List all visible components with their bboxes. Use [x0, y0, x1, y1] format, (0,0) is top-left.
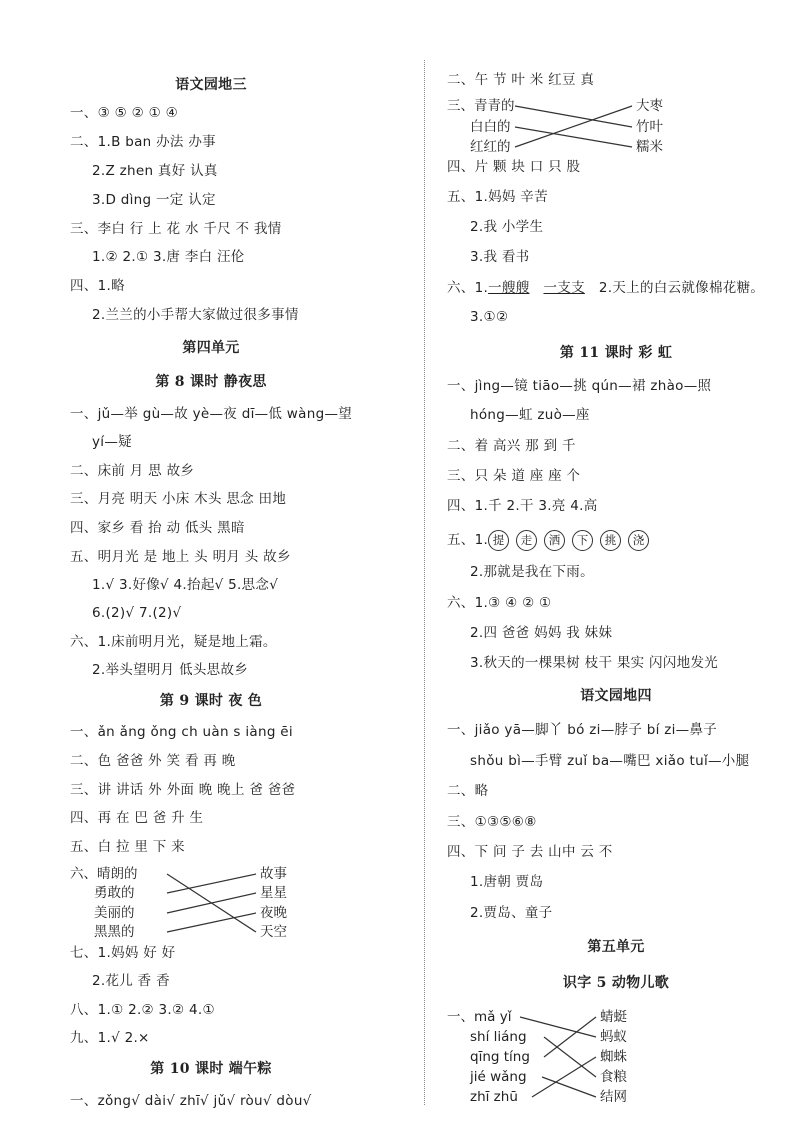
match-right-item: 大枣 [636, 98, 663, 114]
answer-line: 五、明月光 是 地上 头 明月 头 故乡 [70, 549, 291, 565]
lesson-title: 第 9 课时 夜 色 [159, 693, 263, 709]
answer-line: 四、下 问 子 去 山中 云 不 [447, 844, 613, 860]
match-right-item: 天空 [260, 924, 287, 940]
section-title: 语文园地三 [175, 77, 247, 93]
match-line [167, 874, 256, 893]
answer-line: yí—疑 [92, 434, 132, 450]
match-right-item: 蚂蚁 [600, 1029, 627, 1045]
lesson-title: 第 10 课时 端午粽 [150, 1061, 272, 1077]
match-left-item: 三、青青的 [447, 98, 515, 114]
match-left-item: 黑黑的 [94, 924, 135, 940]
match-left-item: qīng tíng [470, 1049, 530, 1065]
answer-prefix: 五、1. [447, 532, 489, 548]
section-title: 语文园地四 [580, 688, 652, 704]
answer-line: 2.那就是我在下雨。 [470, 564, 594, 580]
answer-line: 2.Z zhen 真好 认真 [92, 163, 218, 179]
match-left-item: zhī zhū [470, 1089, 518, 1105]
underlined-answer: 一艘艘 [488, 280, 530, 296]
match-right-item: 食粮 [600, 1069, 627, 1085]
match-right-item: 星星 [260, 885, 287, 901]
match-right-item: 蜘蛛 [600, 1049, 627, 1065]
answer-line: 一、③ ⑤ ② ① ④ [70, 105, 178, 121]
answer-prefix: 六、1. [447, 280, 489, 296]
answer-line: 三、月亮 明天 小床 木头 思念 田地 [70, 491, 287, 507]
answer-line: 3.秋天的一棵果树 枝干 果实 闪闪地发光 [470, 655, 719, 671]
circled-char: 浇 [628, 530, 649, 551]
match-right-item: 糯米 [636, 139, 663, 155]
lesson-title: 第 11 课时 彩 虹 [559, 345, 673, 361]
answer-line: 1.② 2.① 3.唐 李白 汪伦 [92, 249, 245, 265]
answer-line: 1.√ 3.好像√ 4.抬起√ 5.思念√ [92, 577, 279, 593]
match-left-item: 六、晴朗的 [70, 866, 138, 882]
answer-line: 五、1.妈妈 辛苦 [447, 189, 548, 205]
answer-line: 四、1.略 [70, 278, 125, 294]
answer-line: 五、白 拉 里 下 来 [70, 839, 185, 855]
answer-line: hóng—虹 zuò—座 [470, 407, 590, 423]
answer-line: 四、再 在 巴 爸 升 生 [70, 810, 204, 826]
lesson-title: 第 8 课时 静夜思 [155, 374, 267, 390]
answer-line: 二、1.B ban 办法 办事 [70, 134, 216, 150]
answer-line: 七、1.妈妈 好 好 [70, 945, 176, 961]
answer-text: 2.天上的白云就像棉花糖。 [598, 280, 765, 296]
answer-line: 6.(2)√ 7.(2)√ [92, 605, 182, 621]
answer-line: 一、ǎn ǎng ǒng ch uàn s iàng ēi [70, 724, 293, 740]
answer-line: 九、1.√ 2.× [70, 1030, 150, 1046]
answer-line: 一、jìng—镜 tiāo—挑 qún—裙 zhào—照 [447, 378, 712, 394]
answer-line: 六、1.③ ④ ② ① [447, 595, 552, 611]
underlined-answer: 一支支 [543, 280, 585, 296]
match-left-item: 勇敢的 [94, 885, 135, 901]
answer-line: 3.①② [470, 309, 509, 325]
match-left-item: 白白的 [470, 119, 511, 135]
match-right-item: 蜻蜓 [600, 1009, 627, 1025]
answer-line: 三、李白 行 上 花 水 千尺 不 我情 [70, 221, 282, 237]
answer-line: 三、①③⑤⑥⑧ [447, 814, 537, 830]
match-right-item: 竹叶 [636, 119, 663, 135]
answer-line: 2.贾岛、童子 [470, 905, 553, 921]
answer-line: 2.我 小学生 [470, 219, 544, 235]
answer-line: 四、家乡 看 抬 动 低头 黑暗 [70, 520, 245, 536]
answer-line: 三、讲 讲话 外 外面 晚 晚上 爸 爸爸 [70, 782, 296, 798]
column-divider [424, 60, 425, 1105]
match-line [167, 893, 256, 913]
match-line [532, 1057, 596, 1097]
match-left-item: 红红的 [470, 139, 511, 155]
match-lines [432, 0, 800, 1121]
match-left-item: 美丽的 [94, 905, 135, 921]
match-left-item: jié wǎng [470, 1069, 527, 1085]
answer-line: 3.我 看书 [470, 249, 530, 265]
match-right-item: 故事 [260, 866, 287, 882]
answer-line: 2.花儿 香 香 [92, 973, 170, 989]
unit-title: 第四单元 [182, 340, 240, 356]
answer-line: 2.兰兰的小手帮大家做过很多事情 [92, 307, 299, 323]
answer-line: 1.唐朝 贾岛 [470, 874, 544, 890]
answer-line: 六、1.床前明月光，疑是地上霜。 [70, 634, 277, 650]
circled-char: 下 [572, 530, 593, 551]
match-line [544, 1017, 596, 1057]
answer-line: 2.举头望明月 低头思故乡 [92, 662, 249, 678]
match-right-item: 结网 [600, 1089, 627, 1105]
answer-line: 二、着 高兴 那 到 千 [447, 438, 576, 454]
match-left-item: 一、mǎ yǐ [447, 1009, 512, 1025]
match-line [542, 1077, 596, 1097]
answer-line: 八、1.① 2.② 3.② 4.① [70, 1002, 215, 1018]
lesson-title: 识字 5 动物儿歌 [562, 975, 670, 991]
answer-line: 三、只 朵 道 座 座 个 [447, 468, 581, 484]
match-right-item: 夜晚 [260, 905, 287, 921]
unit-title: 第五单元 [587, 939, 645, 955]
match-left-item: shí liáng [470, 1029, 527, 1045]
circled-char: 挑 [600, 530, 621, 551]
answer-line: 3.D dìng 一定 认定 [92, 192, 216, 208]
answer-line: 二、色 爸爸 外 笑 看 再 晚 [70, 753, 236, 769]
answer-line: 二、床前 月 思 故乡 [70, 463, 195, 479]
circled-char: 洒 [544, 530, 565, 551]
match-line [167, 913, 256, 932]
answer-line: shǒu bì—手臂 zuǐ ba—嘴巴 xiǎo tuǐ—小腿 [470, 753, 750, 769]
answer-line: 一、jǔ—举 gù—故 yè—夜 dī—低 wàng—望 [70, 406, 353, 422]
answer-line: 二、午 节 叶 米 红豆 真 [447, 72, 595, 88]
circled-char: 提 [488, 530, 509, 551]
answer-line: 二、略 [447, 783, 489, 799]
circled-char: 走 [516, 530, 537, 551]
answer-line: 一、zǒng√ dài√ zhī√ jǔ√ ròu√ dòu√ [70, 1093, 312, 1109]
match-line [544, 1037, 596, 1077]
answer-line: 四、片 颗 块 口 只 股 [447, 159, 581, 175]
answer-line: 四、1.千 2.干 3.亮 4.高 [447, 498, 598, 514]
answer-line: 一、jiǎo yā—脚丫 bó zi—脖子 bí zi—鼻子 [447, 722, 718, 738]
answer-line: 2.四 爸爸 妈妈 我 妹妹 [470, 625, 613, 641]
match-line [520, 1017, 596, 1037]
